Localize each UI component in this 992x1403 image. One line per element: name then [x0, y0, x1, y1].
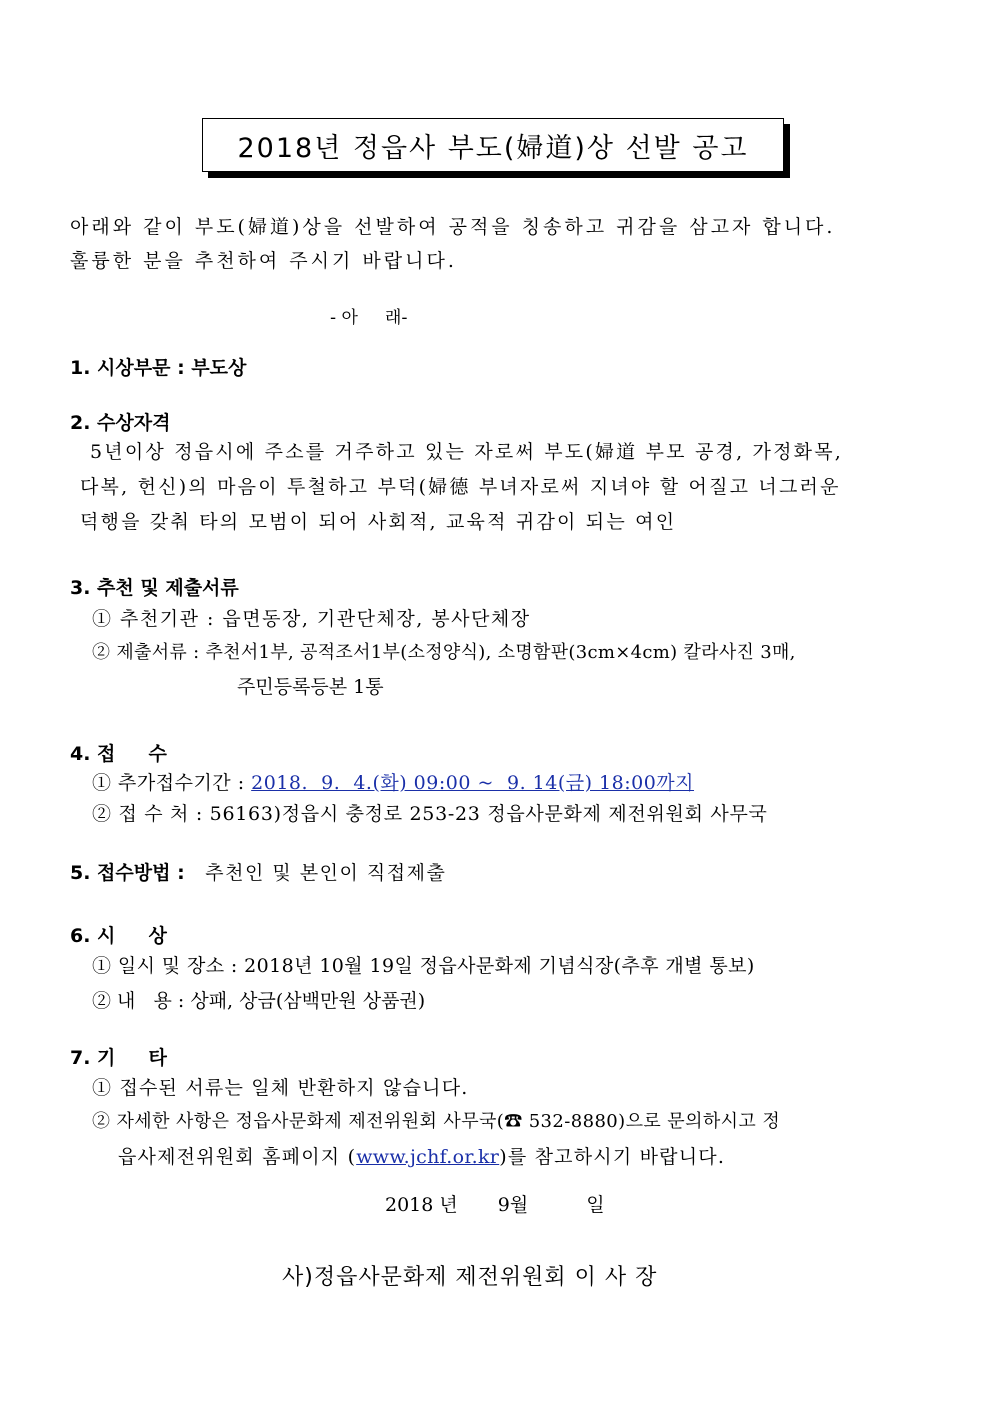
section-4-item-1: [92, 768, 694, 795]
section-7-item-2-line-2: [118, 1142, 725, 1169]
section-3-item-2: ② 제출서류 : 추천서1부, 공적조서1부(소정양식), 소명함판(3cm×4cm) 칼라사진 3매,: [92, 642, 796, 663]
section-3-heading: 3. 추천 및 제출서류: [70, 577, 239, 599]
issue-date: [385, 1190, 605, 1217]
section-5-value: 추천인 및 본인이 직접제출: [205, 862, 447, 884]
section-2-heading: 2. 수상자격: [70, 412, 171, 434]
section-7-heading: 7. 기 타: [70, 1047, 167, 1069]
section-6-item-1: ① 일시 및 장소 : 2018년 10월 19일 정읍사문화제 기념식장(추후 개별 통보): [92, 955, 755, 977]
section-1: [70, 353, 246, 380]
section-3-item-1: ① 추천기관 : 읍면동장, 기관단체장, 봉사단체장: [92, 608, 531, 630]
section-2-line-2: 다복, 헌신)의 마음이 투철하고 부덕(婦德 부녀자로써 지녀야 할 어질고 너그러운: [80, 476, 841, 498]
section-7-item-2-post: )를 참고하시기 바랍니다.: [499, 1146, 726, 1168]
section-2-line-3: 덕행을 갖춰 타의 모범이 되어 사회적, 교육적 귀감이 되는 여인: [80, 511, 677, 533]
section-6-heading: 6. 시 상: [70, 925, 167, 947]
title-box: [202, 118, 784, 172]
date-day: 일: [586, 1194, 605, 1216]
section-7-item-1: ① 접수된 서류는 일체 반환하지 않습니다.: [92, 1077, 469, 1099]
signature: 사)정읍사문화제 제전위원회 이 사 장: [282, 1265, 658, 1290]
submission-period: 2018. 9. 4.(화) 09:00 ~ 9. 14(금) 18:00까지: [251, 772, 695, 794]
section-4-item-2: ② 접 수 처 : 56163)정읍시 충정로 253-23 정읍사문화제 제전위원회 사무국: [92, 803, 768, 825]
section-6-item-2: ② 내 용 : 상패, 상금(삼백만원 상품권): [92, 990, 426, 1012]
homepage-link[interactable]: www.jchf.or.kr: [356, 1146, 500, 1168]
intro-line-2: 훌륭한 분을 추천하여 주시기 바랍니다.: [70, 250, 457, 272]
date-year: 2018 년: [385, 1194, 458, 1216]
date-month: 9월: [497, 1194, 529, 1216]
section-1-value: 부도상: [191, 357, 247, 379]
section-2-line-1: 5년이상 정읍시에 주소를 거주하고 있는 자로써 부도(婦道 부모 공경, 가정화목,: [90, 441, 844, 463]
notice-marker: - 아 래-: [330, 308, 408, 328]
section-4-item-1-label: ① 추가접수기간 :: [92, 772, 252, 794]
page-title: 2018년 정읍사 부도(婦道)상 선발 공고: [237, 132, 749, 164]
section-7-item-2-line-1: ② 자세한 사항은 정읍사문화제 제전위원회 사무국(☎ 532-8880)으로 문의하시고 정: [92, 1111, 781, 1132]
section-5: [70, 858, 446, 885]
section-7-item-2-pre: 읍사제전위원회 홈페이지 (: [118, 1146, 357, 1168]
section-5-heading: 5. 접수방법 :: [70, 862, 192, 884]
section-4-heading: 4. 접 수: [70, 743, 167, 765]
intro-line-1: 아래와 같이 부도(婦道)상을 선발하여 공적을 칭송하고 귀감을 삼고자 합니다.: [70, 216, 836, 238]
section-3-continuation: 주민등록등본 1통: [237, 676, 384, 698]
section-1-heading: 1. 시상부문 :: [70, 357, 192, 379]
